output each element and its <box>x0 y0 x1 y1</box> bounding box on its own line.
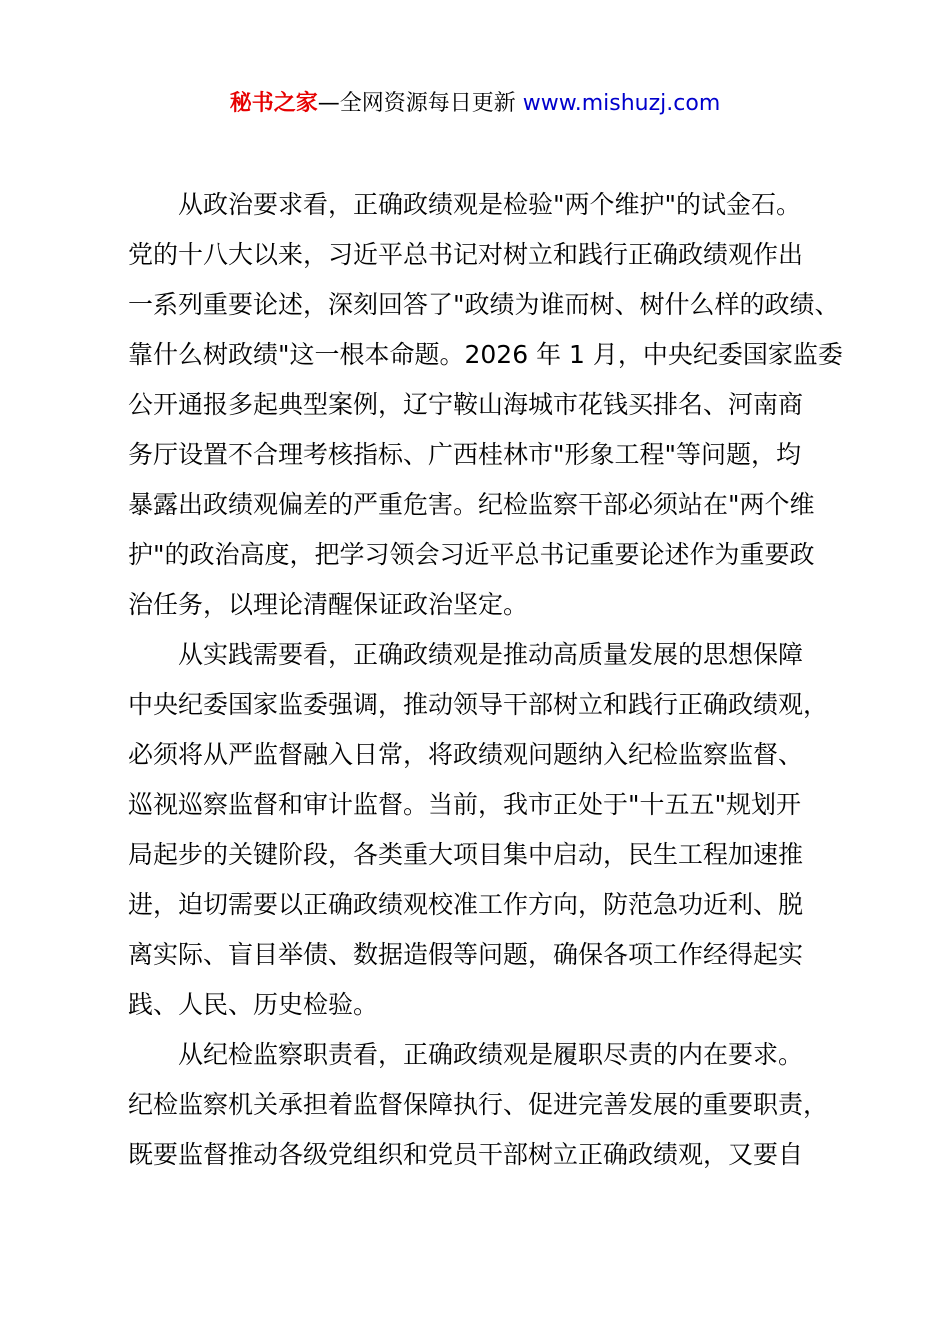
website-link[interactable]: www.mishuzj.com <box>522 91 721 116</box>
page-header <box>0 88 950 120</box>
text-line: 从纪检监察职责看，正确政绩观是履职尽责的内在要求。 <box>178 1040 804 1069</box>
text-line: 既要监督推动各级党组织和党员干部树立正确政绩观，又要自 <box>128 1140 804 1169</box>
paragraph-political-requirement <box>128 180 848 630</box>
text-line: 进，迫切需要以正确政绩观校准工作方向，防范急功近利、脱 <box>128 890 804 919</box>
text-line: 从实践需要看，正确政绩观是推动高质量发展的思想保障 <box>178 640 804 669</box>
text-line: 暴露出政绩观偏差的严重危害。纪检监察干部必须站在"两个维 <box>128 490 815 519</box>
document-body <box>128 180 848 1180</box>
text-line: 必须将从严监督融入日常，将政绩观问题纳入纪检监察监督、 <box>128 740 804 769</box>
brand-name: 秘书之家 <box>229 91 318 116</box>
paragraph-supervision-duty <box>128 1030 848 1180</box>
header-tagline: —全网资源每日更新 <box>317 91 516 116</box>
text-line: 局起步的关键阶段，各类重大项目集中启动，民生工程加速推 <box>128 840 804 869</box>
text-line: 务厅设置不合理考核指标、广西桂林市"形象工程"等问题，均 <box>128 440 802 469</box>
text-line: 靠什么树政绩"这一根本命题。2026 年 1 月，中央纪委国家监委 <box>128 340 843 369</box>
text-line: 离实际、盲目举债、数据造假等问题，确保各项工作经得起实 <box>128 940 804 969</box>
text-line: 从政治要求看，正确政绩观是检验"两个维护"的试金石。 <box>178 190 802 219</box>
text-line: 践、人民、历史检验。 <box>128 990 379 1019</box>
text-line: 一系列重要论述，深刻回答了"政绩为谁而树、树什么样的政绩、 <box>128 290 840 319</box>
text-line: 巡视巡察监督和审计监督。当前，我市正处于"十五五"规划开 <box>128 790 802 819</box>
text-line: 公开通报多起典型案例，辽宁鞍山海城市花钱买排名、河南商 <box>128 390 804 419</box>
text-line: 纪检监察机关承担着监督保障执行、促进完善发展的重要职责， <box>128 1090 829 1119</box>
text-line: 中央纪委国家监委强调，推动领导干部树立和践行正确政绩观， <box>128 690 829 719</box>
text-line: 护"的政治高度，把学习领会习近平总书记重要论述作为重要政 <box>128 540 815 569</box>
paragraph-practice-need <box>128 630 848 1030</box>
text-line: 治任务，以理论清醒保证政治坚定。 <box>128 590 529 619</box>
text-line: 党的十八大以来，习近平总书记对树立和践行正确政绩观作出 <box>128 240 804 269</box>
